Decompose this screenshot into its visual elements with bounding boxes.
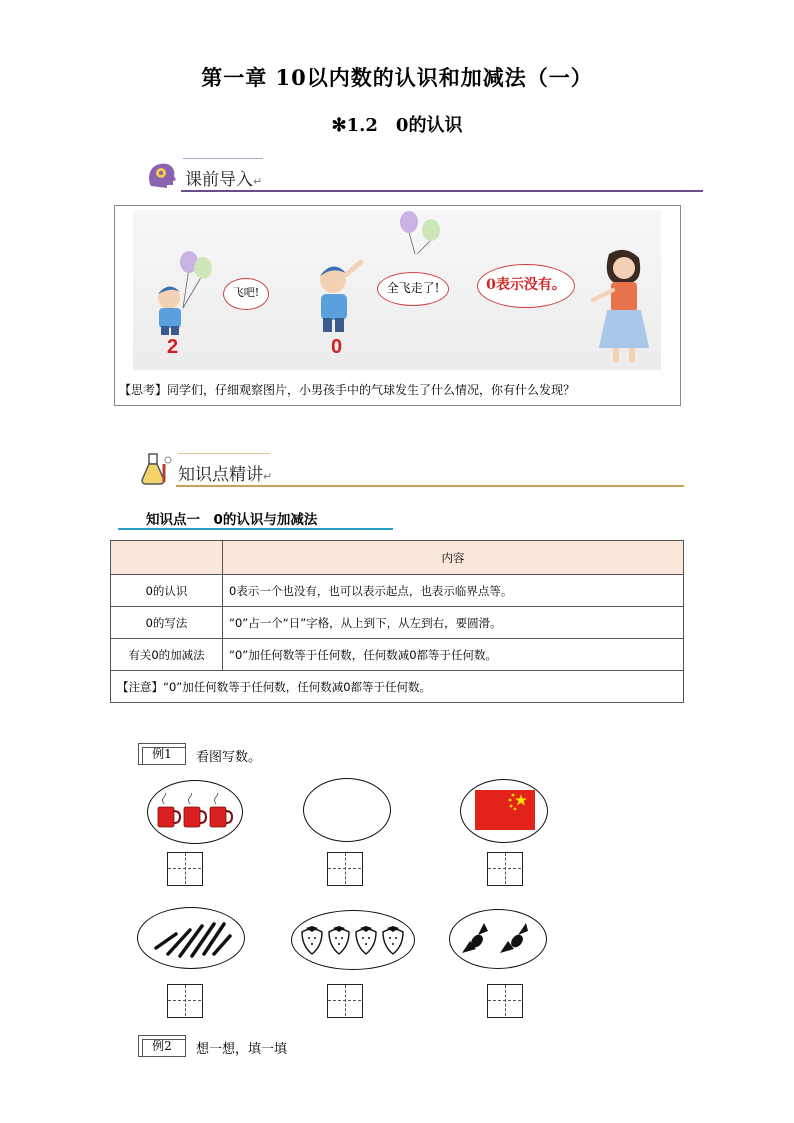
answer-box[interactable]	[487, 852, 523, 886]
boy-waving-illustration	[303, 254, 373, 338]
answer-box[interactable]	[327, 984, 363, 1018]
flask-icon	[140, 452, 174, 486]
knowledge-section-rule	[176, 485, 684, 487]
intro-section-label: 课前导入	[185, 170, 253, 190]
table-row-name: 0的认识	[111, 575, 223, 607]
table-header-content: 内容	[223, 541, 684, 575]
speech-bubble-all-gone: 全飞走了!	[377, 272, 449, 306]
example-2-text: 想一想，填一填	[196, 1042, 288, 1057]
oval-candies	[449, 909, 547, 969]
table-header-blank	[111, 541, 223, 575]
teacher-illustration	[589, 248, 659, 368]
intro-picture-box	[114, 205, 681, 406]
knowledge-point-title: 知识点一 0的认识与加减法	[146, 512, 318, 528]
table-row	[111, 639, 684, 671]
answer-box[interactable]	[327, 852, 363, 886]
answer-box[interactable]	[167, 984, 203, 1018]
answer-box[interactable]	[487, 984, 523, 1018]
count-two: 2	[167, 336, 179, 358]
table-row-content: “0”加任何数等于任何数，任何数减0都等于任何数。	[223, 639, 684, 671]
oval-flag	[460, 779, 548, 843]
header-top-rule	[183, 158, 263, 159]
oval-pencils	[137, 907, 245, 969]
oval-empty	[303, 778, 391, 842]
table-row-name: 0的写法	[111, 607, 223, 639]
cups-icon	[156, 793, 236, 833]
return-mark: ↵	[263, 470, 273, 483]
table-row-name: 有关0的加减法	[111, 639, 223, 671]
example-1-tag: 例1	[138, 743, 186, 765]
knowledge-section-label: 知识点精讲	[178, 465, 263, 485]
intro-section-rule	[181, 190, 703, 192]
speech-bubble-fly: 飞吧!	[223, 278, 269, 310]
oval-three-cups	[147, 780, 243, 844]
table-header-row	[111, 541, 684, 575]
oval-strawberries	[291, 910, 415, 970]
intro-scene	[133, 210, 661, 370]
example-2-tag: 例2	[138, 1035, 186, 1057]
table-row	[111, 575, 684, 607]
knowledge-table	[110, 540, 684, 703]
flag-icon	[475, 790, 535, 830]
strawberries-icon	[298, 924, 408, 956]
return-mark: ↵	[253, 175, 263, 188]
count-zero: 0	[331, 336, 343, 358]
table-row	[111, 607, 684, 639]
chapter-title: 第一章 10以内数的认识和加减法（一）	[201, 65, 593, 90]
flying-balloons-illustration	[395, 210, 451, 254]
table-row-content: 0表示一个也没有，也可以表示起点，也表示临界点等。	[223, 575, 684, 607]
header-top-rule	[178, 453, 270, 454]
example-1-text: 看图写数。	[196, 750, 262, 765]
table-note: 【注意】“0”加任何数等于任何数，任何数减0都等于任何数。	[111, 671, 684, 703]
intro-section-header	[145, 156, 705, 196]
candies-icon	[460, 919, 536, 959]
think-question: 【思考】同学们，仔细观察图片，小男孩手中的气球发生了什么情况，你有什么发现？	[119, 383, 576, 397]
speech-bubble-teacher: 0表示没有。	[477, 264, 575, 308]
head-brain-icon	[145, 160, 179, 190]
knowledge-section-header	[140, 450, 686, 490]
boy-with-balloons-illustration	[143, 246, 223, 336]
answer-box[interactable]	[167, 852, 203, 886]
knowledge-point-underline	[118, 528, 393, 530]
pencils-icon	[150, 914, 234, 962]
table-row-content: “0”占一个“日”字格，从上到下，从左到右，要圆滑。	[223, 607, 684, 639]
lesson-title: ✻1.2 0的认识	[331, 115, 463, 136]
table-note-row	[111, 671, 684, 703]
